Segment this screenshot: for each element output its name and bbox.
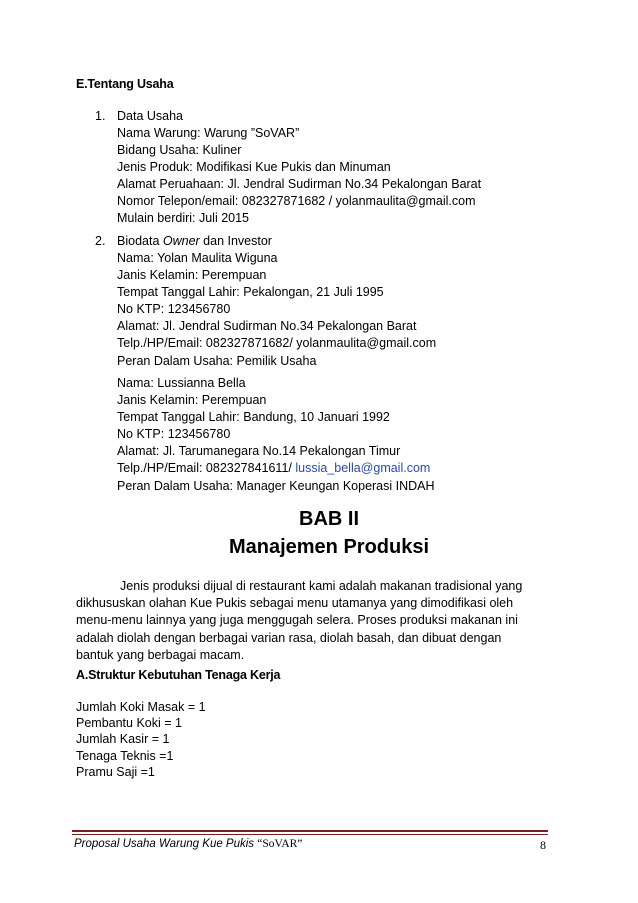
- workforce-item: Pembantu Koki = 1: [76, 716, 182, 731]
- owner-details: [117, 250, 436, 370]
- data-usaha-title: Data Usaha: [117, 109, 184, 123]
- investor-line: Janis Kelamin: Perempuan: [117, 393, 267, 408]
- data-usaha-line: Jenis Produk: Modifikasi Kue Pukis dan Minuman: [117, 160, 391, 175]
- paragraph-line: Jenis produksi dijual di restaurant kami adalah makanan tradisional yang: [120, 579, 523, 593]
- data-usaha-details: [117, 125, 481, 228]
- footer-brand: “SoVAR”: [257, 838, 303, 850]
- data-usaha-line: Bidang Usaha: Kuliner: [117, 143, 242, 158]
- workforce-list: [76, 699, 206, 780]
- chapter-title: Manajemen Produksi: [228, 536, 430, 558]
- owner-line: Tempat Tanggal Lahir: Pekalongan, 21 Juli 1995: [117, 285, 384, 300]
- owner-line: Janis Kelamin: Perempuan: [117, 268, 267, 283]
- footer-text: Proposal Usaha Warung Kue Pukis: [74, 838, 258, 850]
- biodata-title-prefix: Biodata: [117, 234, 163, 248]
- investor-email-link[interactable]: lussia_bella@gmail.com: [295, 461, 431, 476]
- biodata-title-owner: Owner: [162, 234, 200, 248]
- paragraph-line: menu-menu lainnya yang juga menggugah selera. Proses produksi makanan ini: [76, 613, 518, 628]
- footer-rule-thin: [72, 834, 548, 835]
- investor-line: Alamat: Jl. Tarumanegara No.14 Pekalongan Timur: [117, 444, 401, 459]
- paragraph-line: adalah diolah dengan berbagai varian rasa, diolah basah, dan dibuat dengan: [76, 630, 502, 645]
- data-usaha-line: Nama Warung: Warung ”SoVAR”: [117, 126, 300, 140]
- page-number: 8: [540, 838, 546, 852]
- data-usaha-item: [95, 108, 183, 125]
- investor-line: Nama: Lussianna Bella: [117, 376, 246, 390]
- investor-line: Tempat Tanggal Lahir: Bandung, 10 Januari 1992: [117, 410, 390, 425]
- investor-details: [117, 375, 435, 495]
- workforce-item: Tenaga Teknis =1: [76, 748, 174, 763]
- workforce-item: Jumlah Kasir = 1: [76, 732, 170, 747]
- data-usaha-line: Alamat Peruahaan: Jl. Jendral Sudirman No.34 Pekalongan Barat: [117, 177, 482, 192]
- production-paragraph: [76, 578, 566, 664]
- paragraph-line: bantuk yang berbagai macam.: [76, 647, 245, 662]
- biodata-item: [95, 233, 272, 250]
- owner-line: No KTP: 123456780: [117, 302, 231, 317]
- investor-line: No KTP: 123456780: [117, 427, 231, 442]
- workforce-item: Jumlah Koki Masak = 1: [76, 700, 206, 714]
- chapter-number: BAB II: [299, 508, 359, 530]
- footer-rule: [72, 830, 548, 832]
- paragraph-line: dikhususkan olahan Kue Pukis sebagai menu utamanya yang dimodifikasi oleh: [76, 596, 514, 611]
- investor-contact-prefix: Telp./HP/Email: 082327841611/: [117, 461, 296, 476]
- footer-title: [74, 838, 302, 850]
- section-a-heading: A.Struktur Kebutuhan Tenaga Kerja: [76, 668, 281, 682]
- owner-line: Alamat: Jl. Jendral Sudirman No.34 Pekalongan Barat: [117, 319, 417, 334]
- workforce-item: Pramu Saji =1: [76, 764, 155, 779]
- data-usaha-number: 1.: [95, 109, 106, 123]
- owner-line: Telp./HP/Email: 082327871682/ yolanmaulita@gmail.com: [117, 336, 437, 351]
- data-usaha-line: Nomor Telepon/email: 082327871682 / yolanmaulita@gmail.com: [117, 194, 476, 209]
- biodata-title-suffix: dan Investor: [199, 234, 272, 248]
- data-usaha-line: Mulain berdiri: Juli 2015: [117, 211, 250, 226]
- biodata-number: 2.: [95, 234, 106, 248]
- investor-role: Peran Dalam Usaha: Manager Keungan Koperasi INDAH: [117, 478, 435, 493]
- investor-contact: [117, 460, 435, 477]
- section-e-heading: E.Tentang Usaha: [76, 77, 174, 91]
- owner-line: Peran Dalam Usaha: Pemilik Usaha: [117, 353, 317, 368]
- owner-line: Nama: Yolan Maulita Wiguna: [117, 251, 278, 265]
